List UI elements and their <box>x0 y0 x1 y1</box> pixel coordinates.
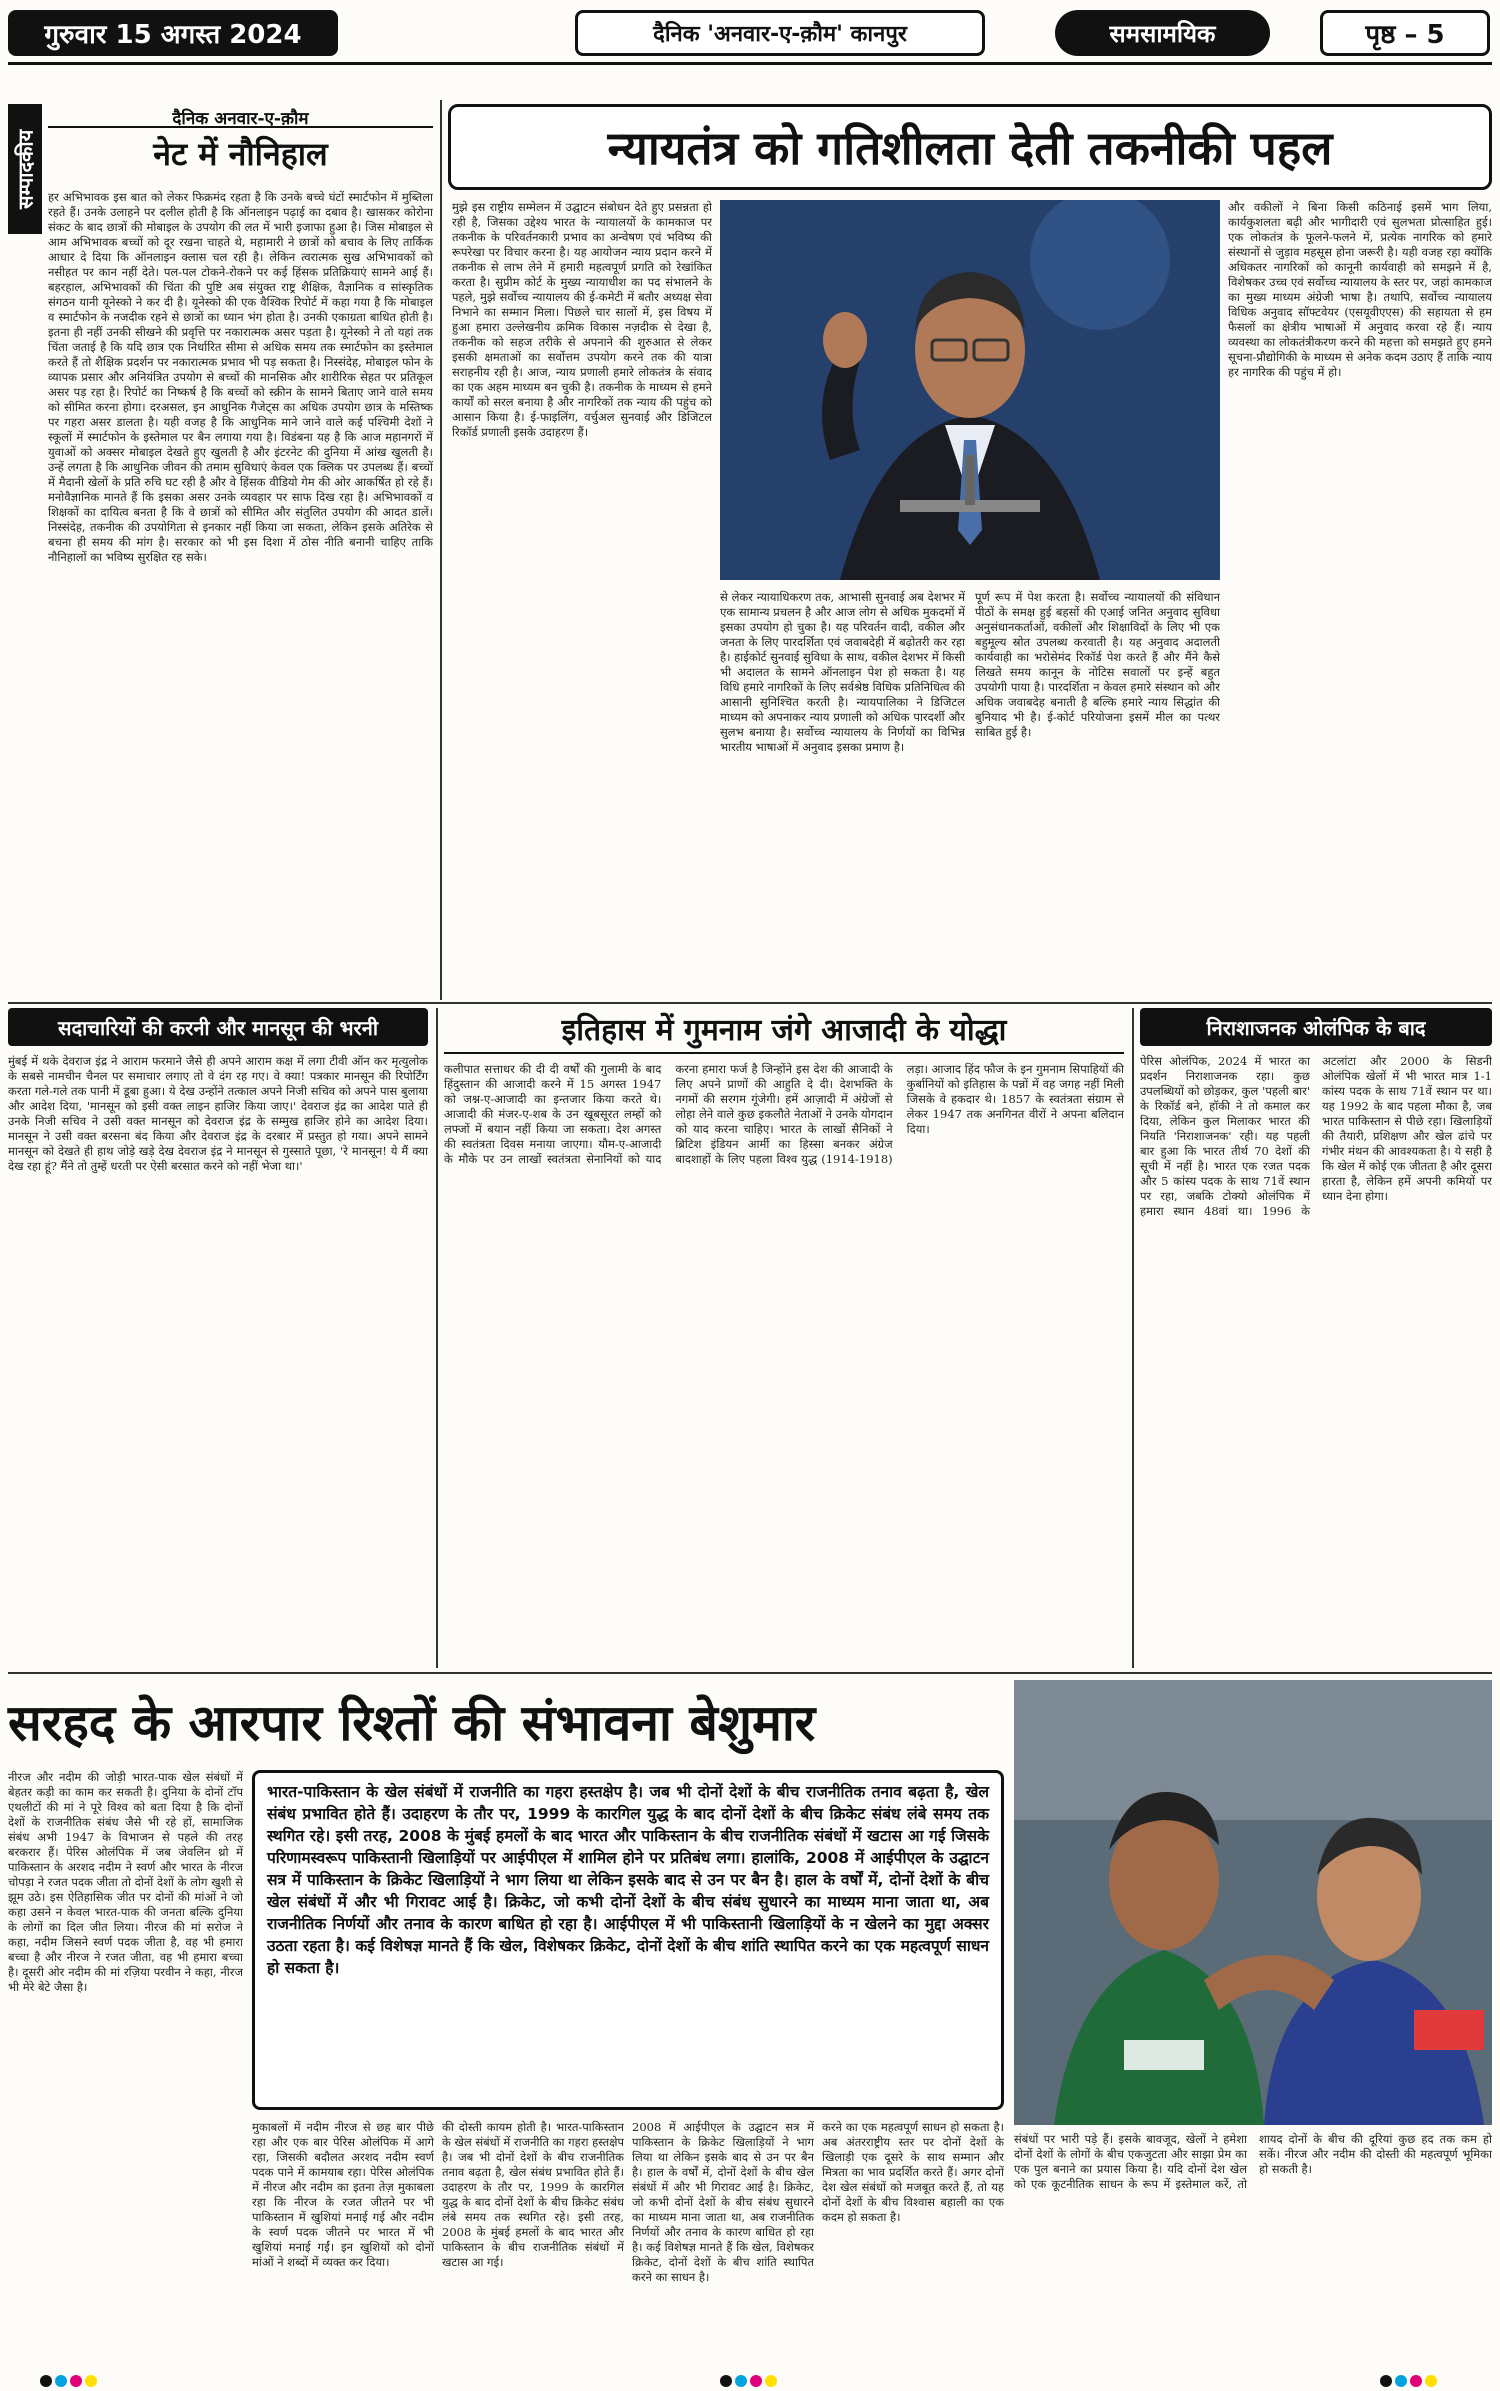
lead-column-1: मुझे इस राष्ट्रीय सम्मेलन में उद्घाटन संबोधन देते हुए प्रसन्नता हो रही है, जिसका उद्देश्य भारत के न्यायालयों के कामकाज पर तकनीक के परिवर्तनकारी प्रभाव का अन्वेषण एवं भविष्य की रूपरेखा पर विचार करना है। यह आयोजन न्याय प्रदान करने में तकनीक से लाभ लेने में हमारी महत्वपूर्ण प्रगति को रेखांकित करता है। सुप्रीम कोर्ट के मुख्य न्यायाधीश का पद संभालने के पहले, मुझे सर्वोच्च न्यायालय की ई-कमेटी में बतौर अध्यक्ष सेवा निभाने का सम्मान मिला। पिछले चार सालों में, इस विषय में हुआ हमारा उल्लेखनीय क्रमिक विकास नज़दीक से देखा है, तकनीक को सहज तरीके से अपनाने की शुरुआत से लेकर इसकी क्षमताओं का सर्वोत्तम उपयोग करने तक की यात्रा सराहनीय रही है। आज, न्याय प्रणाली हमारे लोकतंत्र के संवाद का एक अहम माध्यम बन चुकी है। तकनीक के माध्यम से हमने कार्यों को सरल बनाया है और नागरिकों तक न्याय की पहुंच को आसान किया है। ई-फाइलिंग, वर्चुअल सुनवाई और डिजिटल रिकॉर्ड प्रणाली इसके उदाहरण हैं। <box>452 200 712 439</box>
lead-photo <box>720 200 1220 580</box>
header-date: गुरुवार 15 अगस्त 2024 <box>8 10 338 56</box>
header-paper-name: दैनिक 'अनवार-ए-क़ौम' कानपुर <box>575 10 985 56</box>
border-column-e: संबंधों पर भारी पड़े हैं। इसके बावजूद, खेलों ने हमेशा दोनों देशों के लोगों के बीच एकजुटता और साझा प्रेम का एक पुल बनाने का प्रयास किया है। यदि दोनों देश खेल को एक कूटनीतिक साधन के रूप में इस्तेमाल करें, तो शायद दोनों के बीच की दूरियां कुछ हद तक कम हो सकें। नीरज और नदीम की दोस्ती की महत्वपूर्ण भूमिका हो सकती है। <box>1014 2132 1492 2191</box>
print-registration-marks <box>40 2372 140 2384</box>
border-lead-column: नीरज और नदीम की जोड़ी भारत-पाक खेल संबंधों में बेहतर कड़ी का काम कर सकती है। दुनिया के दोनों टॉप एथलीटों की मां ने पूरे विश्व को बता दिया है कि दोनों देशों के राजनीतिक संबंध जैसे भी रहे हों, सामाजिक संबंध अभी 1947 के विभाजन से पहले की तरह बरकरार हैं। पेरिस ओलंपिक में जब जेवलिन थ्रो में पाकिस्तान के अरशद नदीम ने स्वर्ण और भारत के नीरज चोपड़ा ने रजत पदक जीता तो दोनों देशों के लोग खुशी से झूम उठे। इस ऐतिहासिक जीत पर दोनों की मांओं ने जो कहा उसने न केवल भारत-पाक की जनता बल्कि दुनिया के लोगों का दिल जीत लिया। नीरज की मां सरोज ने कहा, नदीम जिसने स्वर्ण पदक जीता है, वह भी हमारा बच्चा है और नीरज ने रजत जीता, वह भी हमारा बच्चा है। दूसरी ओर नदीम की मां रज़िया परवीन ने कहा, नीरज भी मेरे बेटे जैसा है। <box>8 1770 243 1994</box>
header-page-number: पृष्ठ – 5 <box>1320 10 1490 56</box>
editorial-masthead: दैनिक अनवार-ए-क़ौम <box>48 106 433 128</box>
satire-body: मुंबई में थके देवराज इंद्र ने आराम फरमाने जैसे ही अपने आराम कक्ष में लगा टीवी ऑन कर मृत्युलोक के सबसे नामचीन चैनल पर समाचार लगाए तो वे दंग रह गए। वे क्या! पत्रकार मानसून की रिपोर्टिंग करता गले-गले तक पानी में डूबा हुआ। ये देख उन्होंने तत्काल अपने निजी सचिव को अपने पास बुलाया और आदेश दिया, 'मानसून को इसी वक्त लाइन हाजिर किया जाए।' देवराज इंद्र का आदेश पाते ही उनके निजी सचिव ने उसी वक्त मानसून को देवराज इंद्र के सम्मुख हाजिर होने का आदेश दिया। मानसून ने उसी वक्त बरसना बंद किया और देवराज इंद्र के दरबार में प्रस्तुत हो गया। अपने सामने मानसून को देखते ही हाथ जोड़े खड़े देख देवराज इंद्र ने मानसून से गुस्साते पूछा, 'रे मानसून! ये मैं क्या देख रहा हूं? मैंने तो तुम्हें धरती पर ऐसी बरसात करने को नहीं भेजा था।' <box>8 1054 428 1173</box>
editorial-side-tab: सम्पादकीय <box>8 104 42 234</box>
border-column-d: करने का एक महत्वपूर्ण साधन हो सकता है। अब अंतरराष्ट्रीय स्तर पर दोनों देशों के खिलाड़ी एक दूसरे के साथ सम्मान और मित्रता का भाव प्रदर्शित करते हैं। अगर दोनों देश खेल संबंधों को मजबूत करते हैं, तो यह दोनों देशों के बीच विश्वास बहाली का एक कदम हो सकता है। <box>822 2120 1004 2224</box>
olympic-body: पेरिस ओलंपिक, 2024 में भारत का प्रदर्शन निराशाजनक रहा। कुछ उपलब्धियों को छोड़कर, कुल 'पहली बार' के रिकॉर्ड बने, हॉकी ने तो कमाल कर दिया, लेकिन कुल मिलाकर भारत की नियति 'निराशाजनक' रही। यह पहली बार हुआ कि भारत तीर्थ 70 देशों की सूची में नहीं है। भारत एक रजत पदक और 5 कांस्य पदक के साथ 71वें स्थान पर रहा, जबकि टोक्यो ओलंपिक में हमारा स्थान 48वां था। 1996 के अटलांटा और 2000 के सिडनी ओलंपिक खेलों में भी भारत मात्र 1-1 कांस्य पदक के साथ 71वें स्थान पर था। यह 1992 के बाद पहला मौका है, जब भारत पाकिस्तान से पीछे रहा। खिलाड़ियों की तैयारी, प्रशिक्षण और खेल ढांचे पर गंभीर मंथन की आवश्यकता है। ये सही है कि खेल में कोई एक जीतता है और दूसरा हारता है, लेकिन हमें अपनी कमियों पर ध्यान देना होगा। <box>1140 1054 1492 1218</box>
editorial-body: हर अभिभावक इस बात को लेकर फिक्रमंद रहता है कि उनके बच्चे घंटों स्मार्टफोन में मुब्तिला रहते हैं। उनके उलाहने पर दलील होती है कि ऑनलाइन पढ़ाई का दबाव है। खासकर कोरोना संकट के बाद छात्रों की मोबाइल के उपयोग की लत में भारी इजाफा हुआ है। जिस मोबाइल से आम अभिभावक बच्चों को दूर रखना चाहते थे, महामारी ने छात्रों को बचाव के लिए तार्किक आधार दे दिया कि ऑनलाइन क्लास चल रही है। लेकिन त्वरात्मक सुख अभिभावकों को नसीहत पर कान नहीं देते। पल-पल टोकने-रोकने पर कई हिंसक प्रतिक्रियाएं सामने आई हैं। बहरहाल, अभिभावकों की चिंता की पुष्टि अब संयुक्त राष्ट्र शैक्षिक, वैज्ञानिक व सांस्कृतिक संगठन यानी यूनेस्को ने कर दी है। यूनेस्को की एक वैश्विक रिपोर्ट में कहा गया है कि मोबाइल व स्मार्टफोन के नजदीक रहने से छात्रों का ध्यान भंग होता है। उनकी एकाग्रता बाधित होती है। इतना ही नहीं उनकी सीखने की प्रवृत्ति पर नकारात्मक असर पड़ता है। यूनेस्को ने तो यहां तक चिंता जताई है कि यदि छात्र एक निर्धारित सीमा से अधिक समय तक स्मार्टफोन का इस्तेमाल करते हैं तो शैक्षिक प्रदर्शन पर नकारात्मक प्रभाव भी पड़ सकता है। निस्संदेह, मोबाइल फोन के व्यापक प्रसार और अनियंत्रित उपयोग से बच्चों की मानसिक और शारीरिक सेहत पर प्रतिकूल असर पड़ रहा है। रिपोर्ट का निष्कर्ष है कि बच्चों को स्क्रीन के सामने बिताए जाने वाले समय को सीमित करना होगा। दरअसल, इन आधुनिक गैजेट्स का अधिक उपयोग छात्र के मस्तिष्क पर गहरा असर डालता है। यही वजह है कि आधुनिक माने जाने वाले कई पश्चिमी देशों ने स्कूलों में स्मार्टफोन के इस्तेमाल पर बैन लगाया गया है। विडंबना यह है कि आज महानगरों में युवाओं को अक्सर मोबाइल देखते हुए खुलती है और इंटरनेट की दुनिया में आंख खुलती है। उन्हें लगता है कि आधुनिक जीवन की तमाम सुविधाएं केवल एक क्लिक पर उपलब्ध हैं। बच्चों में मैदानी खेलों के प्रति रुचि घट रही है और वे हिंसक वीडियो गेम की ओर आकर्षित हो रहे हैं। मनोवैज्ञानिक मानते हैं कि इसका असर उनके व्यवहार पर साफ दिख रहा है। अभिभावकों व शिक्षकों का दायित्व बनता है कि वे छात्रों को सीमित और संतुलित उपयोग की आदत डालें। निस्संदेह, तकनीक की उपयोगिता से इनकार नहीं किया जा सकता, लेकिन इसके अतिरेक से बचना ही समय की मांग है। सरकार को भी इस दिशा में ठोस नीति बनानी चाहिए ताकि नौनिहालों का भविष्य सुरक्षित रह सके। <box>48 190 433 564</box>
border-callout: भारत-पाकिस्तान के खेल संबंधों में राजनीति का गहरा हस्तक्षेप है। जब भी दोनों देशों के बीच राजनीतिक तनाव बढ़ता है, खेल संबंध प्रभावित होते हैं। उदाहरण के तौर पर, 1999 के कारगिल युद्ध के बाद दोनों देशों के बीच क्रिकेट संबंध लंबे समय तक स्थगित रहे। इसी तरह, 2008 के मुंबई हमलों के बाद भारत और पाकिस्तान के बीच राजनीतिक संबंधों में खटास आ गई जिसके परिणामस्वरूप पाकिस्तानी खिलाड़ियों पर आईपीएल में शामिल होने पर प्रतिबंध लगा। हालांकि, 2008 में आईपीएल के उद्घाटन सत्र में पाकिस्तान के क्रिकेट खिलाड़ियों ने भाग लिया था लेकिन इसके बाद से उन पर बैन है। हाल के वर्षों में, दोनों देशों के बीच खेल संबंधों में और भी गिरावट आई है। क्रिकेट, जो कभी दोनों देशों के बीच संबंध सुधारने का माध्यम माना जाता था, अब राजनीतिक निर्णयों और तनाव के कारण बाधित हो रहा है। आईपीएल में भी पाकिस्तानी खिलाड़ियों के न खेलने का मुद्दा अक्सर उठता रहता है। कई विशेषज्ञ मानते हैं कि खेल, विशेषकर क्रिकेट, दोनों देशों के बीच शांति स्थापित करने का एक महत्वपूर्ण साधन हो सकता है। <box>252 1770 1004 2110</box>
speaker-illustration <box>720 200 1220 580</box>
border-column-a: मुकाबलों में नदीम नीरज से छह बार पीछे रहा और एक बार पेरिस ओलंपिक में आगे रहा, जिसकी बदौलत अरशद नदीम स्वर्ण पदक पाने में कामयाब रहा। पेरिस ओलंपिक में नीरज और नदीम का इतना तेज़ मुकाबला रहा कि नीरज के रजत जीतने पर भी पाकिस्तान में खुशियां मनाई गई और नदीम के स्वर्ण पदक जीतने पर भारत में भी खुशियां मनाई गईं। इन खुशियों को दोनों मांओं ने शब्दों में व्यक्त कर दिया। <box>252 2120 434 2269</box>
lead-column-2: से लेकर न्यायाधिकरण तक, आभासी सुनवाई अब देशभर में एक सामान्य प्रचलन है और आज लोग से अधिक मुकदमों में इसका उपयोग हो चुका है। यह परिवर्तन वादी, वकील और जनता के लिए पारदर्शिता एवं जवाबदेही में बढ़ोतरी कर रहा है। हाईकोर्ट सुनवाई सुविधा के साथ, वकील देशभर में किसी भी अदालत के सामने ऑनलाइन पेश हो सकता है। यह विधि हमारे नागरिकों के लिए सर्वश्रेष्ठ विधिक प्रतिनिधित्व की आसानी सुनिश्चित करती है। न्यायपालिका ने डिजिटल माध्यम को अपनाकर न्याय प्रणाली को अधिक पारदर्शी और सुलभ बनाया है। सर्वोच्च न्यायालय के निर्णयों का विभिन्न भारतीय भाषाओं में अनुवाद इसका प्रमाण है। <box>720 590 965 754</box>
lead-column-3: पूर्ण रूप में पेश करता है। सर्वोच्च न्यायालयों की संविधान पीठों के समक्ष हुई बहसों की एआई जनित अनुवाद सुविधा अनुसंधानकर्ताओं, वकीलों और शिक्षाविदों के लिए भी एक बहुमूल्य स्रोत उपलब्ध करवाती है। यह अनुवाद अदालती कार्यवाही का भरोसेमंद रिकॉर्ड पेश करते हैं और मैंने कैसे लिखते समय कानून के नोटिस सवालों पर इन्हें बहुत उपयोगी पाया है। पारदर्शिता न केवल हमारे संस्थान को और अधिक जवाबदेह बनाती है बल्कि हमारे न्याय सिद्धांत की बुनियाद भी है। ई-कोर्ट परियोजना इसमें मील का पत्थर साबित हुई है। <box>975 590 1220 739</box>
print-registration-marks-right <box>1380 2372 1480 2384</box>
athletes-illustration <box>1014 1680 1492 2125</box>
editorial-title: नेट में नौनिहाल <box>153 135 328 173</box>
athletes-photo <box>1014 1680 1492 2125</box>
header-section: समसामयिक <box>1055 10 1270 56</box>
history-body: कलीपात सत्ताधर की दी दी वर्षों की गुलामी के बाद हिंदुस्तान की आजादी करने में 15 अगस्त 1947 को जश्न-ए-आजादी का इन्तजार किया करते थे। आजादी की मंजर-ए-शब के उन खूबसूरत लम्हों को लफ्जों में बयान नहीं किया जा सकता। देश अगस्त की स्वतंत्रता दिवस मनाया जाएगा। यौम-ए-आजादी के मौके पर उन लाखों स्वतंत्रता सेनानियों को याद करना हमारा फर्ज है जिन्होंने इस देश की आजादी के लिए अपने प्राणों की आहुति दे दी। देशभक्ति के नगमों की सरगम गूंजेगी। हमें आज़ादी में अंग्रेजों से लोहा लेने वाले कुछ इकलौते नेताओं ने उनके योगदान को याद करना चाहिए। भारत के लाखों सैनिकों ने ब्रिटिश इंडियन आर्मी का हिस्सा बनकर अंग्रेज बादशाहों के लिए पहला विश्व युद्ध (1914-1918) लड़ा। आजाद हिंद फौज के इन गुमनाम सिपाहियों की कुर्बानियों को इतिहास के पन्नों में वह जगह नहीं मिली जिसके वे हकदार थे। 1857 के स्वतंत्रता संग्राम से लेकर 1947 तक अनगिनत वीरों ने अपना बलिदान दिया। <box>444 1062 1124 1166</box>
history-headline: इतिहास में गुमनाम जंगे आजादी के योद्धा <box>444 1008 1124 1054</box>
olympic-headline: निराशाजनक ओलंपिक के बाद <box>1140 1008 1492 1046</box>
border-column-c: 2008 में आईपीएल के उद्घाटन सत्र में पाकिस्तान के क्रिकेट खिलाड़ियों ने भाग लिया था लेकिन इसके बाद से उन पर बैन है। हाल के वर्षों में, दोनों देशों के बीच खेल संबंधों में और भी गिरावट आई है। क्रिकेट, जो कभी दोनों देशों के बीच संबंध सुधारने का माध्यम माना जाता था, अब राजनीतिक निर्णयों और तनाव के कारण बाधित हो रहा है। कई विशेषज्ञ मानते हैं कि खेल, विशेषकर क्रिकेट, दोनों देशों के बीच शांति स्थापित करने का साधन है। <box>632 2120 814 2284</box>
page-header <box>0 0 1500 68</box>
border-column-b: की दोस्ती कायम होती है। भारत-पाकिस्तान के खेल संबंधों में राजनीति का गहरा हस्तक्षेप है। जब भी दोनों देशों के बीच राजनीतिक तनाव बढ़ता है, खेल संबंध प्रभावित होते हैं। उदाहरण के तौर पर, 1999 के कारगिल युद्ध के बाद दोनों देशों के बीच क्रिकेट संबंध लंबे समय तक स्थगित रहे। इसी तरह, 2008 के मुंबई हमलों के बाद भारत और पाकिस्तान के बीच राजनीतिक संबंधों में खटास आ गई। <box>442 2120 624 2269</box>
border-headline: सरहद के आरपार रिश्तों की संभावना बेशुमार <box>8 1694 816 1752</box>
lead-column-4: और वकीलों ने बिना किसी कठिनाई इसमें भाग लिया, कार्यकुशलता बढ़ी और भागीदारी एवं सुलभता प्रोत्साहित हुई। एक लोकतंत्र के फूलने-फलने में, प्रत्येक नागरिक को हमारे संस्थानों से जुड़ाव महसूस होना जरूरी है। यही वजह रहा क्योंकि अधिकतर नागरिकों को कानूनी कार्यवाही को समझने में है, विशेषकर उच्च एवं सर्वोच्च न्यायालय के स्तर पर, जहां कामकाज का मुख्य माध्यम अंग्रेजी भाषा है। तथापि, सर्वोच्च न्यायालय विधिक अनुवाद सॉफ्टवेयर (एसयूवीएएस) की सहायता से हम फैसलों का क्षेत्रीय भाषाओं में अनुवाद करवा रहे हैं। न्याय व्यवस्था का लोकतंत्रीकरण करने की महत्ता को समझते हुए हमने सूचना-प्रौद्योगिकी के माध्यम से अनेक कदम उठाए हैं ताकि न्याय हर नागरिक की पहुंच में हो। <box>1228 200 1492 379</box>
print-registration-marks-center <box>720 2372 820 2384</box>
lead-headline: न्यायतंत्र को गतिशीलता देती तकनीकी पहल <box>448 104 1492 190</box>
satire-headline: सदाचारियों की करनी और मानसून की भरनी <box>8 1008 428 1046</box>
